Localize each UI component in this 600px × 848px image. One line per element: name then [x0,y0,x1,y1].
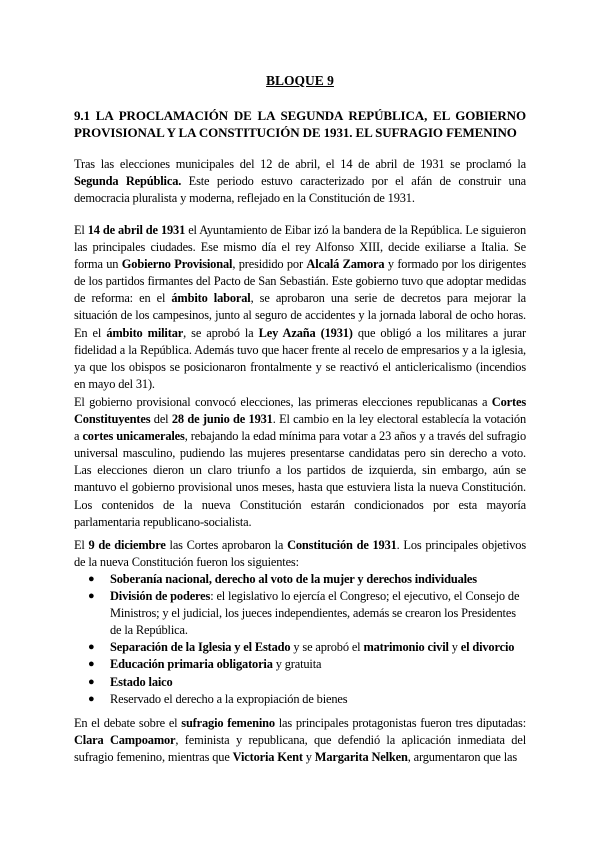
bullet-icon: ● [88,573,95,585]
bold-text: 14 de abril de 1931 [87,223,186,237]
bold-text: Soberanía nacional, derecho al voto de la mujer y derechos individuales [110,572,477,586]
page-title: BLOQUE 9 [266,73,334,88]
text: Reservado el derecho a la expropiación de bienes [110,691,348,706]
bold-text: División de poderes [110,589,211,604]
text: . Los principales objetivos de la nueva Constitución fueron los siguientes: [74,538,526,570]
bullet-icon: ● [88,590,95,603]
bold-text: sufragio femenino [181,716,275,730]
paragraph-provisional-government [74,222,526,393]
list-item [74,656,526,673]
text: , feminista y republicana, que defendió la aplicación inmediata del sufragio femenino, mientras que [74,733,526,765]
text: . El cambio en la ley electoral establecía la votación a [74,412,526,444]
text: Tras las elecciones municipales del 12 de abril, el 14 de abril de 1931 se proclamó la [74,157,526,171]
list-item [74,674,526,691]
text: del [150,412,172,427]
bold-text: Cortes Constituyentes [74,395,526,427]
text: El [74,538,89,552]
text: En el debate sobre el [74,716,182,730]
list-item [74,588,526,639]
text: y se aprobó el [290,640,364,655]
bold-text: 9 de diciembre [88,538,166,552]
paragraph-intro [74,156,526,207]
paragraph-female-suffrage [74,715,526,766]
bold-text: Educación primaria obligatoria [110,657,273,672]
objectives-list [74,571,526,708]
bold-text: Victoria Kent [232,750,303,765]
bold-text: Clara Campoamor [74,733,176,748]
bold-text: ámbito militar [106,325,184,340]
bold-text: cortes unicamerales [82,429,185,444]
bullet-icon: ● [88,658,95,671]
text: y [302,750,315,765]
bold-text: ámbito laboral [171,291,251,306]
section-heading: 9.1 LA PROCLAMACIÓN DE LA SEGUNDA REPÚBLICA, EL GOBIERNO PROVISIONAL Y LA CONSTITUCIÓN DE 1931. EL SUFRAGIO FEMENINO [74,108,526,140]
text: las Cortes aprobaron la [165,538,288,552]
bold-text: Separación de la Iglesia y el Estado [110,640,291,655]
bold-text: 28 de junio de 1931 [171,412,273,427]
text: , presidido por [232,257,307,272]
paragraph-constitution [74,537,526,571]
list-item [74,691,526,708]
bold-text: Alcalá Zamora [306,257,385,272]
text: , rebajando la edad mínima para votar a 23 años y a través del sufragio universal masculino, pudiendo las mujeres presentarse candidatas pero sin derecho a voto. Las elecciones dieron un claro triunfo a los partidos de izquierda, sin embargo, aún se mantuvo el gobierno provisional unos meses, hasta que estuviera lista la nueva Constitución. Los contenidos de la nueva Constitución estarán condicionados por esta mayoría parlamentaria republicano-socialista. [74,429,526,529]
paragraph-elections [74,394,526,531]
bold-text: Segunda República. [74,174,182,189]
text: El gobierno provisional convocó elecciones, las primeras elecciones republicanas a [74,395,492,409]
text: El [74,223,88,237]
bold-text: Constitución de 1931 [287,538,397,552]
bold-text: Estado laico [110,674,173,689]
text: y [448,640,461,655]
list-item [74,571,526,588]
text: que obligó a los militares a jurar fidelidad a la República. Además tuvo que hacer frente al recelo de empresarios y a la iglesia, ya que los obispos se posicionaron frontalmente y se reactivó el anticlericalismo (incendios en mayo del 31). [74,325,526,391]
text: , se aprobaron una serie de decretos para mejorar la situación de los campesinos, junto al seguro de accidentes y la jornada laboral de ocho horas. En el [74,291,526,340]
bullet-icon: ● [88,641,95,654]
text: y gratuita [272,657,322,672]
text: , argumentaron que las [407,750,518,765]
bold-text: el divorcio [460,640,515,655]
text: y formado por los dirigentes de los partidos firmantes del Pacto de San Sebastián. Este gobierno tuvo que adoptar medidas de reforma: en el [74,257,526,306]
list-item [74,639,526,656]
text: el Ayuntamiento de Eibar izó la bandera de la República. Le siguieron las principales ciudades. Ese mismo día el rey Alfonso XIII, decide exiliarse a Italia. Se forma un [74,223,526,272]
text: las principales protagonistas fueron tres diputadas: [274,716,526,730]
text: , se aprobó la [183,325,259,340]
text: : el legislativo lo ejercía el Congreso; el ejecutivo, el Consejo de Ministros; y el judicial, los jueces independientes, además se crearon los Presidentes de la República. [110,589,520,638]
bold-text: matrimonio civil [363,640,449,655]
text: Este periodo estuvo caracterizado por el afán de construir una democracia pluralista y moderna, reflejado en la Constitución de 1931. [74,174,526,206]
bold-text: Gobierno Provisional [121,257,233,272]
bullet-icon: ● [88,692,95,705]
bold-text: Ley Azaña (1931) [258,325,353,340]
bold-text: Margarita Nelken [314,750,408,765]
bullet-icon: ● [88,675,95,688]
